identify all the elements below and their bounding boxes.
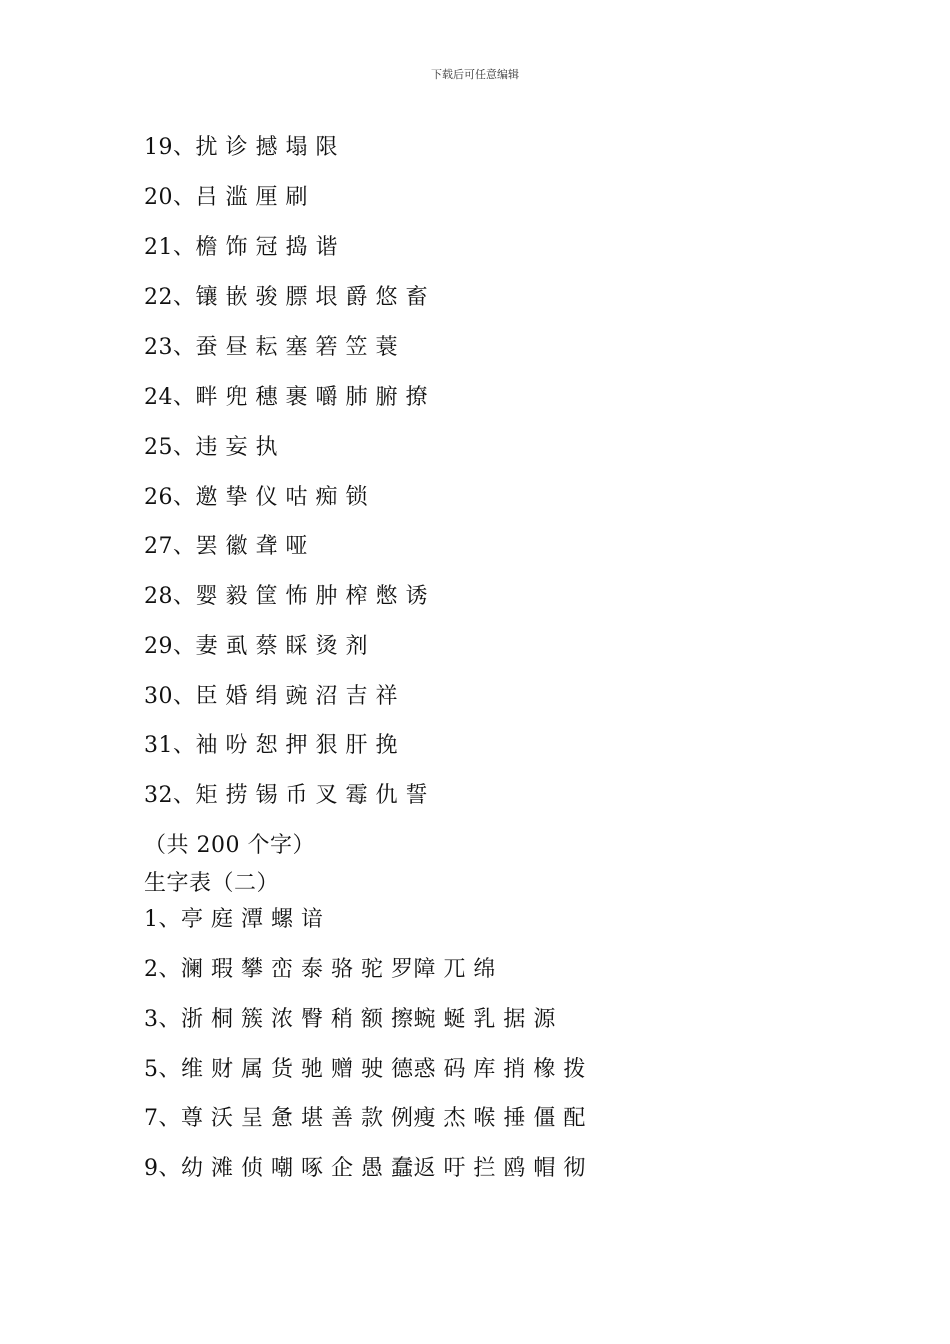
char-list-line: 5、维 财 属 货 驰 赠 驶 德惑 码 库 捎 橡 拨 xyxy=(144,1057,586,1082)
char-list-line: 7、尊 沃 呈 惫 堪 善 款 例瘦 杰 喉 捶 僵 配 xyxy=(144,1106,586,1131)
char-list-line: 21、檐 饰 冠 捣 谐 xyxy=(144,235,338,260)
total-count-note: （共 200 个字） xyxy=(144,833,315,858)
page-header: 下载后可任意编辑 xyxy=(431,68,519,81)
char-list-line: 23、蚕 昼 耘 塞 箬 笠 蓑 xyxy=(144,335,398,360)
char-list-line: 22、镶 嵌 骏 膘 垠 爵 悠 畜 xyxy=(144,285,428,310)
char-list-line: 28、婴 毅 筐 怖 肿 榨 憋 诱 xyxy=(144,584,428,609)
char-list-line: 29、妻 虱 蔡 睬 烫 剂 xyxy=(144,634,368,659)
char-list-line: 2、澜 瑕 攀 峦 泰 骆 驼 罗障 兀 绵 xyxy=(144,957,496,982)
char-list-line: 1、亭 庭 潭 螺 谙 xyxy=(144,907,324,932)
char-list-line: 26、邀 挚 仪 咕 痴 锁 xyxy=(144,485,368,510)
section-title: 生字表（二） xyxy=(144,871,280,896)
char-list-line: 3、浙 桐 簇 浓 臀 稍 额 擦蜿 蜒 乳 据 源 xyxy=(144,1007,556,1032)
char-list-line: 24、畔 兜 穗 裹 嚼 肺 腑 撩 xyxy=(144,385,428,410)
char-list-line: 30、臣 婚 绢 豌 沼 吉 祥 xyxy=(144,684,398,709)
char-list-line: 9、幼 滩 侦 嘲 啄 企 愚 蠢返 吁 拦 鸥 帽 彻 xyxy=(144,1156,586,1181)
char-list-line: 32、矩 捞 锡 币 叉 霉 仇 誓 xyxy=(144,783,428,808)
char-list-line: 20、吕 滥 厘 刷 xyxy=(144,185,308,210)
char-list-line: 27、罢 徽 聋 哑 xyxy=(144,534,308,559)
char-list-line: 31、袖 吩 恕 押 狠 肝 挽 xyxy=(144,733,398,758)
char-list-line: 25、违 妄 执 xyxy=(144,435,278,460)
char-list-line: 19、扰 诊 撼 塌 限 xyxy=(144,135,338,160)
